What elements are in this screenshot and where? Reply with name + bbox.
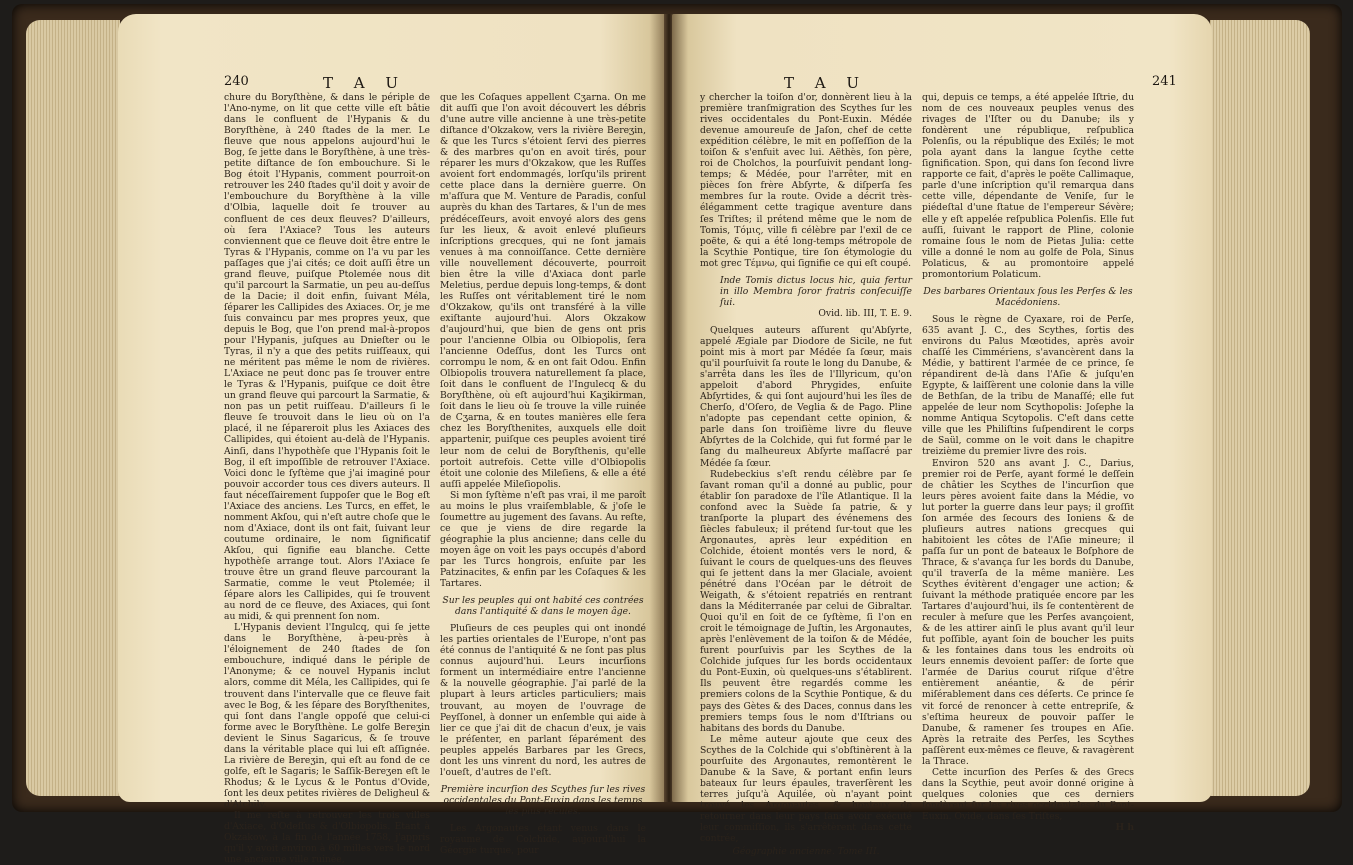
- paragraph: qui, depuis ce temps, a été appelée Iſtrie, du nom de ces nouveaux peuples venus des rivages de l'Iſter ou du Danube; ils y fondèrent une république, reſpublica Polenſis, ou la république des Exilés; le mot pola ayant dans la langue ſcythe cette ſignification. Spon, qui dans ſon ſecond livre rapporte ce fait, d'après le poëte Callimaque, parle d'une inſcription qu'il remarqua dans cette ville, dépendante de Veniſe, ſur le piédeſtal d'une ſtatue de l'empereur Sévère; elle y eſt appelée reſpublica Polenſis. Elle fut auſſi, ſuivant le rapport de Pline, colonie romaine ſous le nom de Pietas Julia: cette ville a donné le nom au golfe de Pola, Sinus Polaticus, & au promontoire appelé promontorium Polaticum.: [922, 92, 1134, 280]
- section-heading: Des barbares Orientaux ſous les Perſes & les Macédoniens.: [923, 285, 1133, 308]
- text-column-1: [224, 92, 430, 865]
- text-column-2: [922, 92, 1134, 833]
- paragraph: L'Hypanis devient l'Ingulcq, qui ſe jette dans le Boryſthène, à-peu-près à l'éloignement de 240 ſtades de ſon embouchure, indiqué dans le périple de l'Anonyme; & ce nouvel Hypanis inclut alors, comme dit Méla, les Callipides, qui ſe trouvent dans l'intervalle que ce fleuve fait avec le Bog, & les ſépare des Boryſthenites, qui ſont dans l'angle oppoſé que celui-ci forme avec le Boryſthène. Le golfe Bereʒin devient le Sinus Sagaricus, & ſe trouve dans la véritable place qui lui eſt aſſignée. La rivière de Bereʒin, qui eſt au fond de ce golfe, eſt le Sagaris; le Saſſik-Bereʒen eſt le Rhodus; & le Lycus & le Pontus d'Ovide, ſont les deux petites rivières de Deligheul & d'Atchily.: [224, 622, 430, 810]
- paragraph: Pluſieurs de ces peuples qui ont inondé les parties orientales de l'Europe, n'ont pas été connus de l'antiquité & ne ſont pas plus connus aujourd'hui. Leurs incurſions forment un intermédiaire entre l'ancienne & la nouvelle géographie. J'ai parlé de la plupart à leurs articles particuliers; mais trouvant, au moyen de l'ouvrage de Peyſſonel, à donner un enſemble qui aide à lier ce que j'ai dit de chacun d'eux, je vais le préſenter, en parlant ſéparément des peuples appelés Barbares par les Grecs, dont les uns vinrent du nord, les autres de l'oueſt, d'autres de l'eſt.: [440, 623, 646, 778]
- paragraph: que les Coſaques appellent Cʒarna. On me dit auſſi que l'on avoit découvert les débris d'une autre ville ancienne à une très-petite diſtance d'Okzakow, vers la rivière Bereʒin, & que les Turcs s'étoient ſervi des pierres & des marbres qu'on en avoit tirés, pour réparer les murs d'Okzakow, que les Ruſſes avoient fort endommagés, lorſqu'ils prirent cette place dans la dernière guerre. On m'aſſura que M. Venture de Paradis, conſul auprès du khan des Tartares, & l'un de mes prédéceſſeurs, avoit envoyé alors des gens ſur les lieux, & avoit enlevé pluſieurs inſcriptions grecques, qui ne ſont jamais venues à ma connoiſſance. Cette dernière ville nouvellement découverte, pourroit bien être la ville d'Axiaca dont parle Meletius, perdue depuis long-temps, & dont les Ruſſes ont véritablement tiré le nom d'Okzakow, qu'ils ont transféré à la ville exiſtante aujourd'hui. Alors Okzakow d'aujourd'hui, que bien de gens ont pris pour l'ancienne Olbia ou Olbiopolis, ſera l'ancienne Odeſſus, dont les Turcs ont corrompu le nom, & en ont fait Odou. Enfin Olbiopolis trouvera naturellement ſa place, ſoit dans le confluent de l'Ingulecq & du Boryſthène, où eſt aujourd'hui Kaʒikirman, ſoit dans le lieu où ſe trouve la ville ruinée de Cʒarna, & en toutes manières elle ſera chez les Boryſthenites, auxquels elle doit appartenir, puiſque ces peuples avoient tiré leur nom de celui de Boryſthenis, qu'elle portoit autrefois. Cette ville d'Olbiopolis étoit une colonie des Mileſiens, & elle a été auſſi appelée Mileſiopolis.: [440, 92, 646, 490]
- paragraph: chure du Boryſthène, & dans le périple de l'Ano-nyme, on lit que cette ville eſt bâtie dans le confluent de l'Hypanis & du Boryſthène, à 240 ſtades de la mer. Le fleuve que nous appelons aujourd'hui le Bog, ſe jette dans le Boryſthène, à une très-petite diſtance de ſon embouchure. Si le Bog étoit l'Hypanis, comment pourroit-on retrouver les 240 ſtades qu'il doit y avoir de l'embouchure du Boryſthène à la ville d'Olbia, laquelle doit ſe trouver au confluent de ces deux fleuves? D'ailleurs, où ſera l'Axiace? Tous les auteurs conviennent que ce fleuve doit être entre le Tyras & l'Hypanis, comme on l'a vu par les paſſages que j'ai cités; ce doit auſſi être un grand fleuve, puiſque Ptolemée nous dit qu'il parcourt la Sarmatie, un peu au-deſſus de la Dacie; il doit enfin, ſuivant Méla, ſéparer les Callipides des Axiaces. Or, je me ſuis convaincu par mes propres yeux, que depuis le Bog, que l'on prend mal-à-propos pour l'Hypanis, juſques au Dnieſter ou le Tyras, il n'y a que des petits ruiſſeaux, qui ne méritent pas même le nom de rivières. L'Axiace ne peut donc pas ſe trouver entre le Tyras & l'Hypanis, puiſque ce doit être un grand fleuve qui parcourt la Sarmatie, & non pas un petit ruiſſeau. D'ailleurs ſi le fleuve ſe trouvoit dans le lieu où on l'a placé, il ne ſépareroit plus les Axiaces des Callipides, qui étoient au-delà de l'Hypanis. Ainſi, dans l'hypothèſe que l'Hypanis ſoit le Bog, il eſt impoſſible de retrouver l'Axiace. Voici donc le ſyſtème que j'ai imaginé pour pouvoir accorder tous ces divers auteurs. Il faut néceſſairement ſuppoſer que le Bog eſt l'Axiace des anciens. Les Turcs, en effet, le nomment Akſou, qui n'eſt autre choſe que le nom d'Axiace, dont ils ont fait, ſuivant leur coutume ordinaire, le nom ſignificatif Akſou, qui ſignifie eau blanche. Cette hypothèſe arrange tout. Alors l'Axiace ſe trouve être un grand fleuve parcourant la Sarmatie, comme le veut Ptolemée; il ſépare alors les Callipides, qui ſe trouvent au nord de ce fleuve, des Axiaces, qui ſont au midi, & qui prennent ſon nom.: [224, 92, 431, 623]
- quote-reference: Ovid. lib. III, T. E. 9.: [818, 307, 912, 319]
- paragraph: Cette incurſion des Perſes & des Grecs dans la Scythie, peut avoir donné origine à quelques colonies que ces derniers fondèrent ſur les rives occidentales du Pont-Euxin. Ovide, dans ſes Triſtes,: [922, 766, 1134, 822]
- paragraph: Environ 520 ans avant J. C., Darius, premier roi de Perſe, ayant formé le deſſein de châtier les Scythes de l'incurſion que leurs pères avoient faite dans la Médie, vo lut porter la guerre dans leur pays; il groſſit ſon armée des ſecours des Ioniens & de pluſieurs autres nations grecques qui habitoient les côtes de l'Aſie mineure; il paſſa ſur un pont de bateaux le Boſphore de Thrace, & s'avança ſur les bords du Danube, qu'il traverſa de la même manière. Les Scythes évitèrent d'engager une action; & ſuivant la méthode pratiquée encore par les Tartares d'aujourd'hui, ils ſe contentèrent de reculer à meſure que les Perſes avançoient, & de les attirer ainſi le plus avant qu'il leur fut poſſible, ayant ſoin de boucher les puits & les fontaines dans tous les endroits où leurs ennemis devoient paſſer: de ſorte que l'armée de Darius courut riſque d'être entièrement anéantie, & de périr miſérablement dans ces déſerts. Ce prince ſe vit forcé de renoncer à cette entrepriſe, & s'eſtima heureux de pouvoir paſſer le Danube, & ramener ſes troupes en Aſie. Après la retraite des Perſes, les Scythes paſſèrent eux-mêmes ce fleuve, & ravagèrent la Thrace.: [922, 457, 1134, 767]
- paragraph: Les Argonautes étant venus dans le royaume de Colchide, aujourd'hui la Géorgie turque, pour: [440, 823, 646, 857]
- paragraph: Il me reſte à retrouver les trois villes d'Axiace, d'Odeſſus & d'Olbiopolis. Etant à Okzakow, à la fin de l'année 1758, j'appris qu'il y avoit environ à 60 milles vers le nord une ancienne ville ruinée,: [224, 810, 430, 865]
- page-number: 240: [224, 74, 249, 89]
- paragraph: Quelques auteurs aſſurent qu'Abſyrte, appelé Ægiale par Diodore de Sicile, ne fut point mis à mort par Médée ſa ſœur, mais qu'il pourſuivit ſa route le long du Danube, & s'arrêta dans les îles de l'Illyricum, qu'on appeloit d'abord Phrygides, enſuite Abſyrtides, & qui ſont aujourd'hui les îles de Cherſo, d'Oſero, de Veglia & de Pago. Pline n'adopte pas cependant cette opinion, & parle dans ſon troiſième livre du fleuve Abſyrtes de la Colchide, qui fut formé par le ſang du malheureux Abſyrte maſſacré par Médée ſa ſœur.: [700, 324, 912, 469]
- page-footer: Géographie ancienne. Tome III.: [732, 846, 880, 858]
- signature-mark: H h: [1115, 822, 1134, 834]
- paragraph: Le même auteur ajoute que ceux des Scythes de la Colchide qui s'obſtinèrent à la pourſuite des Argonautes, remontèrent le Danube & la Save, & portant enfin leurs bateaux ſur leurs épaules, traverſèrent les terres juſqu'à Aquilée, où n'ayant point trouvé les Argonautes, & honteux de retourner dans leur pays ſans avoir exécuté leur commiſſion, ils s'arrêtèrent dans cette contrée,: [700, 733, 912, 845]
- left-page: [118, 14, 666, 865]
- paragraph: Sous le règne de Cyaxare, roi de Perſe, 635 avant J. C., des Scythes, ſortis des environs du Palus Mœotides, après avoir chaſſé les Cimmériens, s'avancèrent dans la Médie, y battirent l'armée de ce prince, ſe répandirent de-là dans l'Aſie & juſqu'en Egypte, & laiſſèrent une colonie dans la ville de Bethſan, de la tribu de Manaſſé; elle fut appelée de leur nom Scythopolis: Joſephe la nomme Antiqua Scytopolis. C'eſt dans cette ville que les Philiſtins ſuſpendirent le corps de Saül, comme on le voit dans le chapitre treizième du premier livre des rois.: [922, 313, 1134, 458]
- section-heading: Sur les peuples qui ont habité ces contrées dans l'antiquité & dans le moyen âge.: [442, 595, 644, 618]
- paragraph: Si mon ſyſtème n'eſt pas vrai, il me paroît au moins le plus vraiſemblable, & j'oſe le ſoumettre au jugement des ſavans. Au reſte, ce que je viens de dire regarde la géographie la plus ancienne; dans celle du moyen âge on voit les pays occupés d'abord par les Turcs hongrois, enſuite par les Patzinacites, & enfin par les Coſaques & les Tartares.: [440, 489, 646, 590]
- page-number: 241: [1152, 74, 1177, 89]
- latin-quote: Inde Tomis dictus locus hic, quia fertur in illo Membra ſoror fratris conſecuiſſe ſui.: [720, 274, 912, 308]
- paragraph: Rudebeckius s'eſt rendu célèbre par ſe ſavant roman qu'il a donné au public, pour établir ſon paradoxe de l'île Atlantique. Il la confond avec la Suède ſa patrie, & y tranſporte la plupart des événemens des ſiècles fabuleux; il prétend ſur-tout que les Argonautes, après leur expédition en Colchide, étoient montés vers le nord, & ſuivant le cours de quelques-uns des fleuves qui ſe jettent dans la mer Glaciale, avoient pénétré dans l'Océan par le détroit de Weigath, & s'étoient repatriés en rentrant dans la Méditerranée par celui de Gibraltar. Quoi qu'il en ſoit de ce ſyſtème, ſi l'on en croit le témoignage de Juſtin, les Argonautes, après l'enlèvement de la toiſon & de Médée, furent pourſuivis par les Scythes de la Colchide juſques ſur les bords occidentaux du Pont-Euxin, où quelques-uns s'établirent. Ils peuvent être regardés comme les premiers colons de la Scythie Pontique, & du pays des Gètes & des Daces, connus dans les premiers temps ſous le nom d'Iſtrians ou habitans des bords du Danube.: [700, 468, 912, 734]
- running-head: T A U: [784, 74, 868, 92]
- right-page: [672, 14, 1212, 858]
- paragraph: y chercher la toiſon d'or, donnèrent lieu à la première tranſmigration des Scythes ſur les rives occidentales du Pont-Euxin. Médée devenue amoureuſe de Jaſon, chef de cette expédition célèbre, le mit en poſſeſſion de la toiſon & s'enfuit avec lui. Aëthès, ſon père, roi de Cholchos, la pourſuivit pendant long-temps; & Médée, pour l'arrêter, mit en pièces ſon frère Abſyrte, & diſperſa ſes membres ſur la route. Ovide a décrit très-élégamment cette tragique aventure dans ſes Triſtes; il prétend même que le nom de Tomis, Τόμις, ville fi célèbre par l'exil de ce poëte, & qui a été long-temps métropole de la Scythie Pontique, tire ſon étymologie du mot grec Τέμνω, qui ſignifie ce qui eſt coupé.: [700, 92, 912, 269]
- page-edges-right: [1210, 20, 1310, 796]
- page-edges-left: [26, 20, 120, 796]
- text-column-1: [700, 92, 912, 863]
- text-column-2: [440, 92, 646, 856]
- section-heading: Première incurſion des Scythes ſur les rives occidentales du Pont-Euxin dans les temps les plus reculés.: [440, 783, 646, 817]
- running-head: T A U: [323, 74, 407, 92]
